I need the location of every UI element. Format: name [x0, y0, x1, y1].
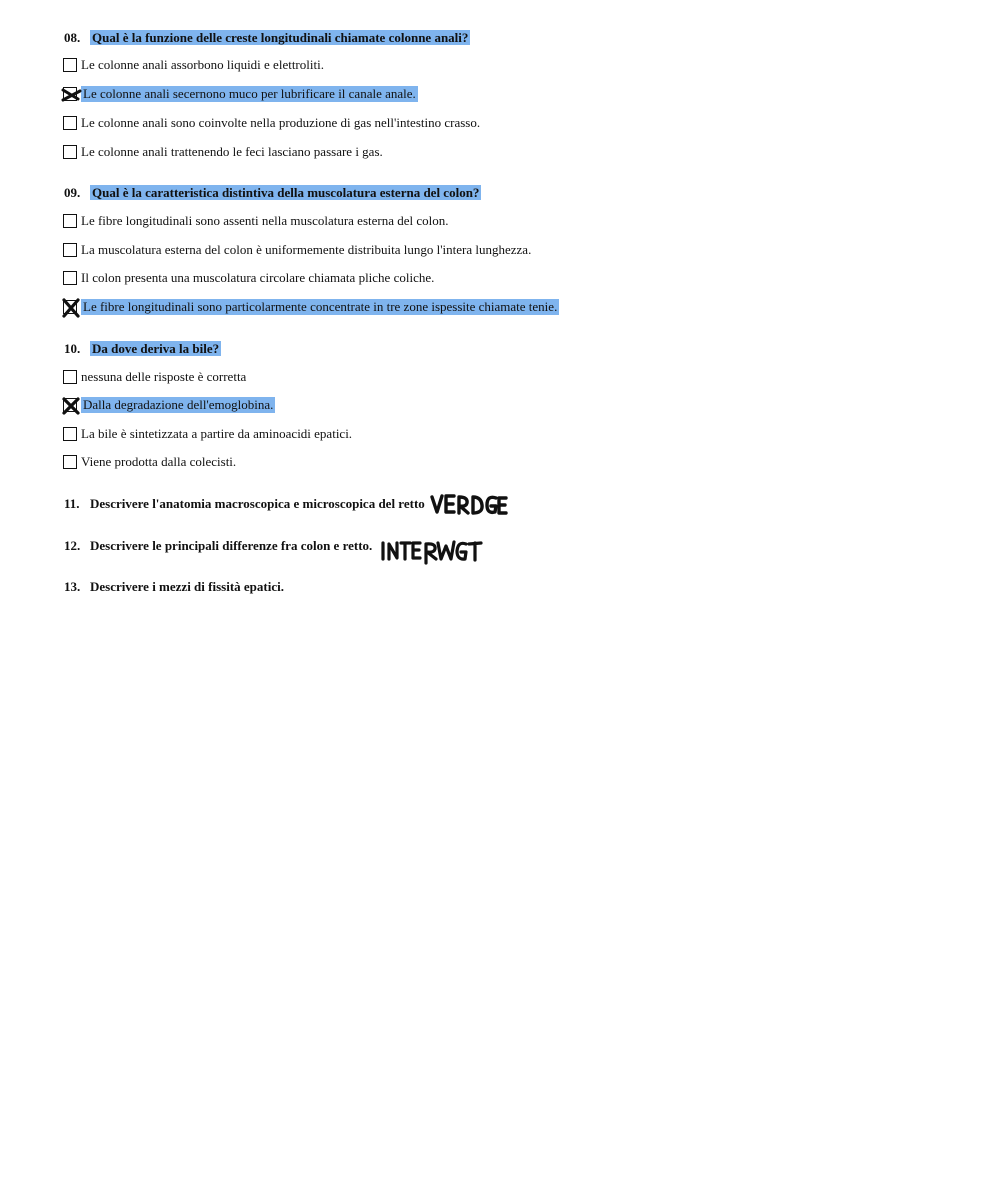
question-text: Descrivere l'anatomia macroscopica e microscopica del retto [90, 496, 425, 511]
checkbox-checked[interactable] [63, 87, 77, 101]
question-text: Descrivere le principali differenze fra colon e retto. [90, 538, 373, 553]
option-text: Le colonne anali secernono muco per lubrificare il canale anale. [83, 86, 416, 101]
checkbox[interactable] [63, 271, 77, 285]
option-09-a[interactable] [63, 213, 449, 229]
question-10 [64, 341, 221, 357]
handwriting-scribble [430, 492, 508, 520]
option-text: La muscolatura esterna del colon è uniformemente distribuita lungo l'intera lunghezza. [81, 242, 532, 257]
option-text: Dalla degradazione dell'emoglobina. [83, 397, 274, 412]
option-text: Le colonne anali trattenendo le feci lasciano passare i gas. [81, 144, 383, 159]
checkbox-checked[interactable] [63, 300, 77, 314]
question-12 [64, 538, 372, 554]
question-number: 08. [64, 30, 81, 45]
checkbox[interactable] [63, 370, 77, 384]
checkbox[interactable] [63, 145, 77, 159]
option-text: Le fibre longitudinali sono particolarmente concentrate in tre zone ispessite chiamate tenie. [83, 299, 558, 314]
option-text: Le fibre longitudinali sono assenti nella muscolatura esterna del colon. [81, 213, 449, 228]
option-09-c[interactable] [63, 270, 434, 286]
question-number: 12. [64, 538, 81, 553]
option-09-b[interactable] [63, 242, 531, 258]
option-08-b[interactable] [63, 86, 418, 102]
hand-check-mark-icon [61, 85, 81, 105]
option-08-c[interactable] [63, 115, 480, 131]
question-08 [64, 30, 470, 46]
option-text: La bile è sintetizzata a partire da aminoacidi epatici. [81, 426, 353, 441]
question-text: Da dove deriva la bile? [92, 341, 220, 356]
option-08-a[interactable] [63, 57, 324, 73]
question-text: Qual è la caratteristica distintiva della muscolatura esterna del colon? [92, 185, 480, 200]
option-text: Le colonne anali sono coinvolte nella produzione di gas nell'intestino crasso. [81, 115, 481, 130]
question-number: 09. [64, 185, 81, 200]
option-text: Le colonne anali assorbono liquidi e elettroliti. [81, 57, 324, 72]
option-text: Il colon presenta una muscolatura circolare chiamata pliche coliche. [81, 270, 435, 285]
question-13 [64, 579, 284, 595]
option-09-d[interactable] [63, 299, 559, 315]
question-text: Descrivere i mezzi di fissità epatici. [90, 579, 284, 594]
checkbox-checked[interactable] [63, 398, 77, 412]
question-number: 11. [64, 496, 80, 511]
checkbox[interactable] [63, 214, 77, 228]
hand-x-mark-icon [61, 298, 81, 318]
question-number: 10. [64, 341, 81, 356]
handwriting-scribble [380, 538, 484, 566]
option-10-a[interactable] [63, 369, 246, 385]
question-11 [64, 496, 425, 512]
question-text: Qual è la funzione delle creste longitudinali chiamate colonne anali? [92, 30, 469, 45]
option-10-b[interactable] [63, 397, 275, 413]
hand-x-mark-icon [61, 396, 81, 416]
option-08-d[interactable] [63, 144, 383, 160]
option-10-d[interactable] [63, 454, 236, 470]
question-number: 13. [64, 579, 81, 594]
checkbox[interactable] [63, 58, 77, 72]
checkbox[interactable] [63, 427, 77, 441]
option-text: nessuna delle risposte è corretta [81, 369, 247, 384]
checkbox[interactable] [63, 455, 77, 469]
option-text: Viene prodotta dalla colecisti. [81, 454, 237, 469]
option-10-c[interactable] [63, 426, 352, 442]
checkbox[interactable] [63, 243, 77, 257]
checkbox[interactable] [63, 116, 77, 130]
question-09 [64, 185, 481, 201]
